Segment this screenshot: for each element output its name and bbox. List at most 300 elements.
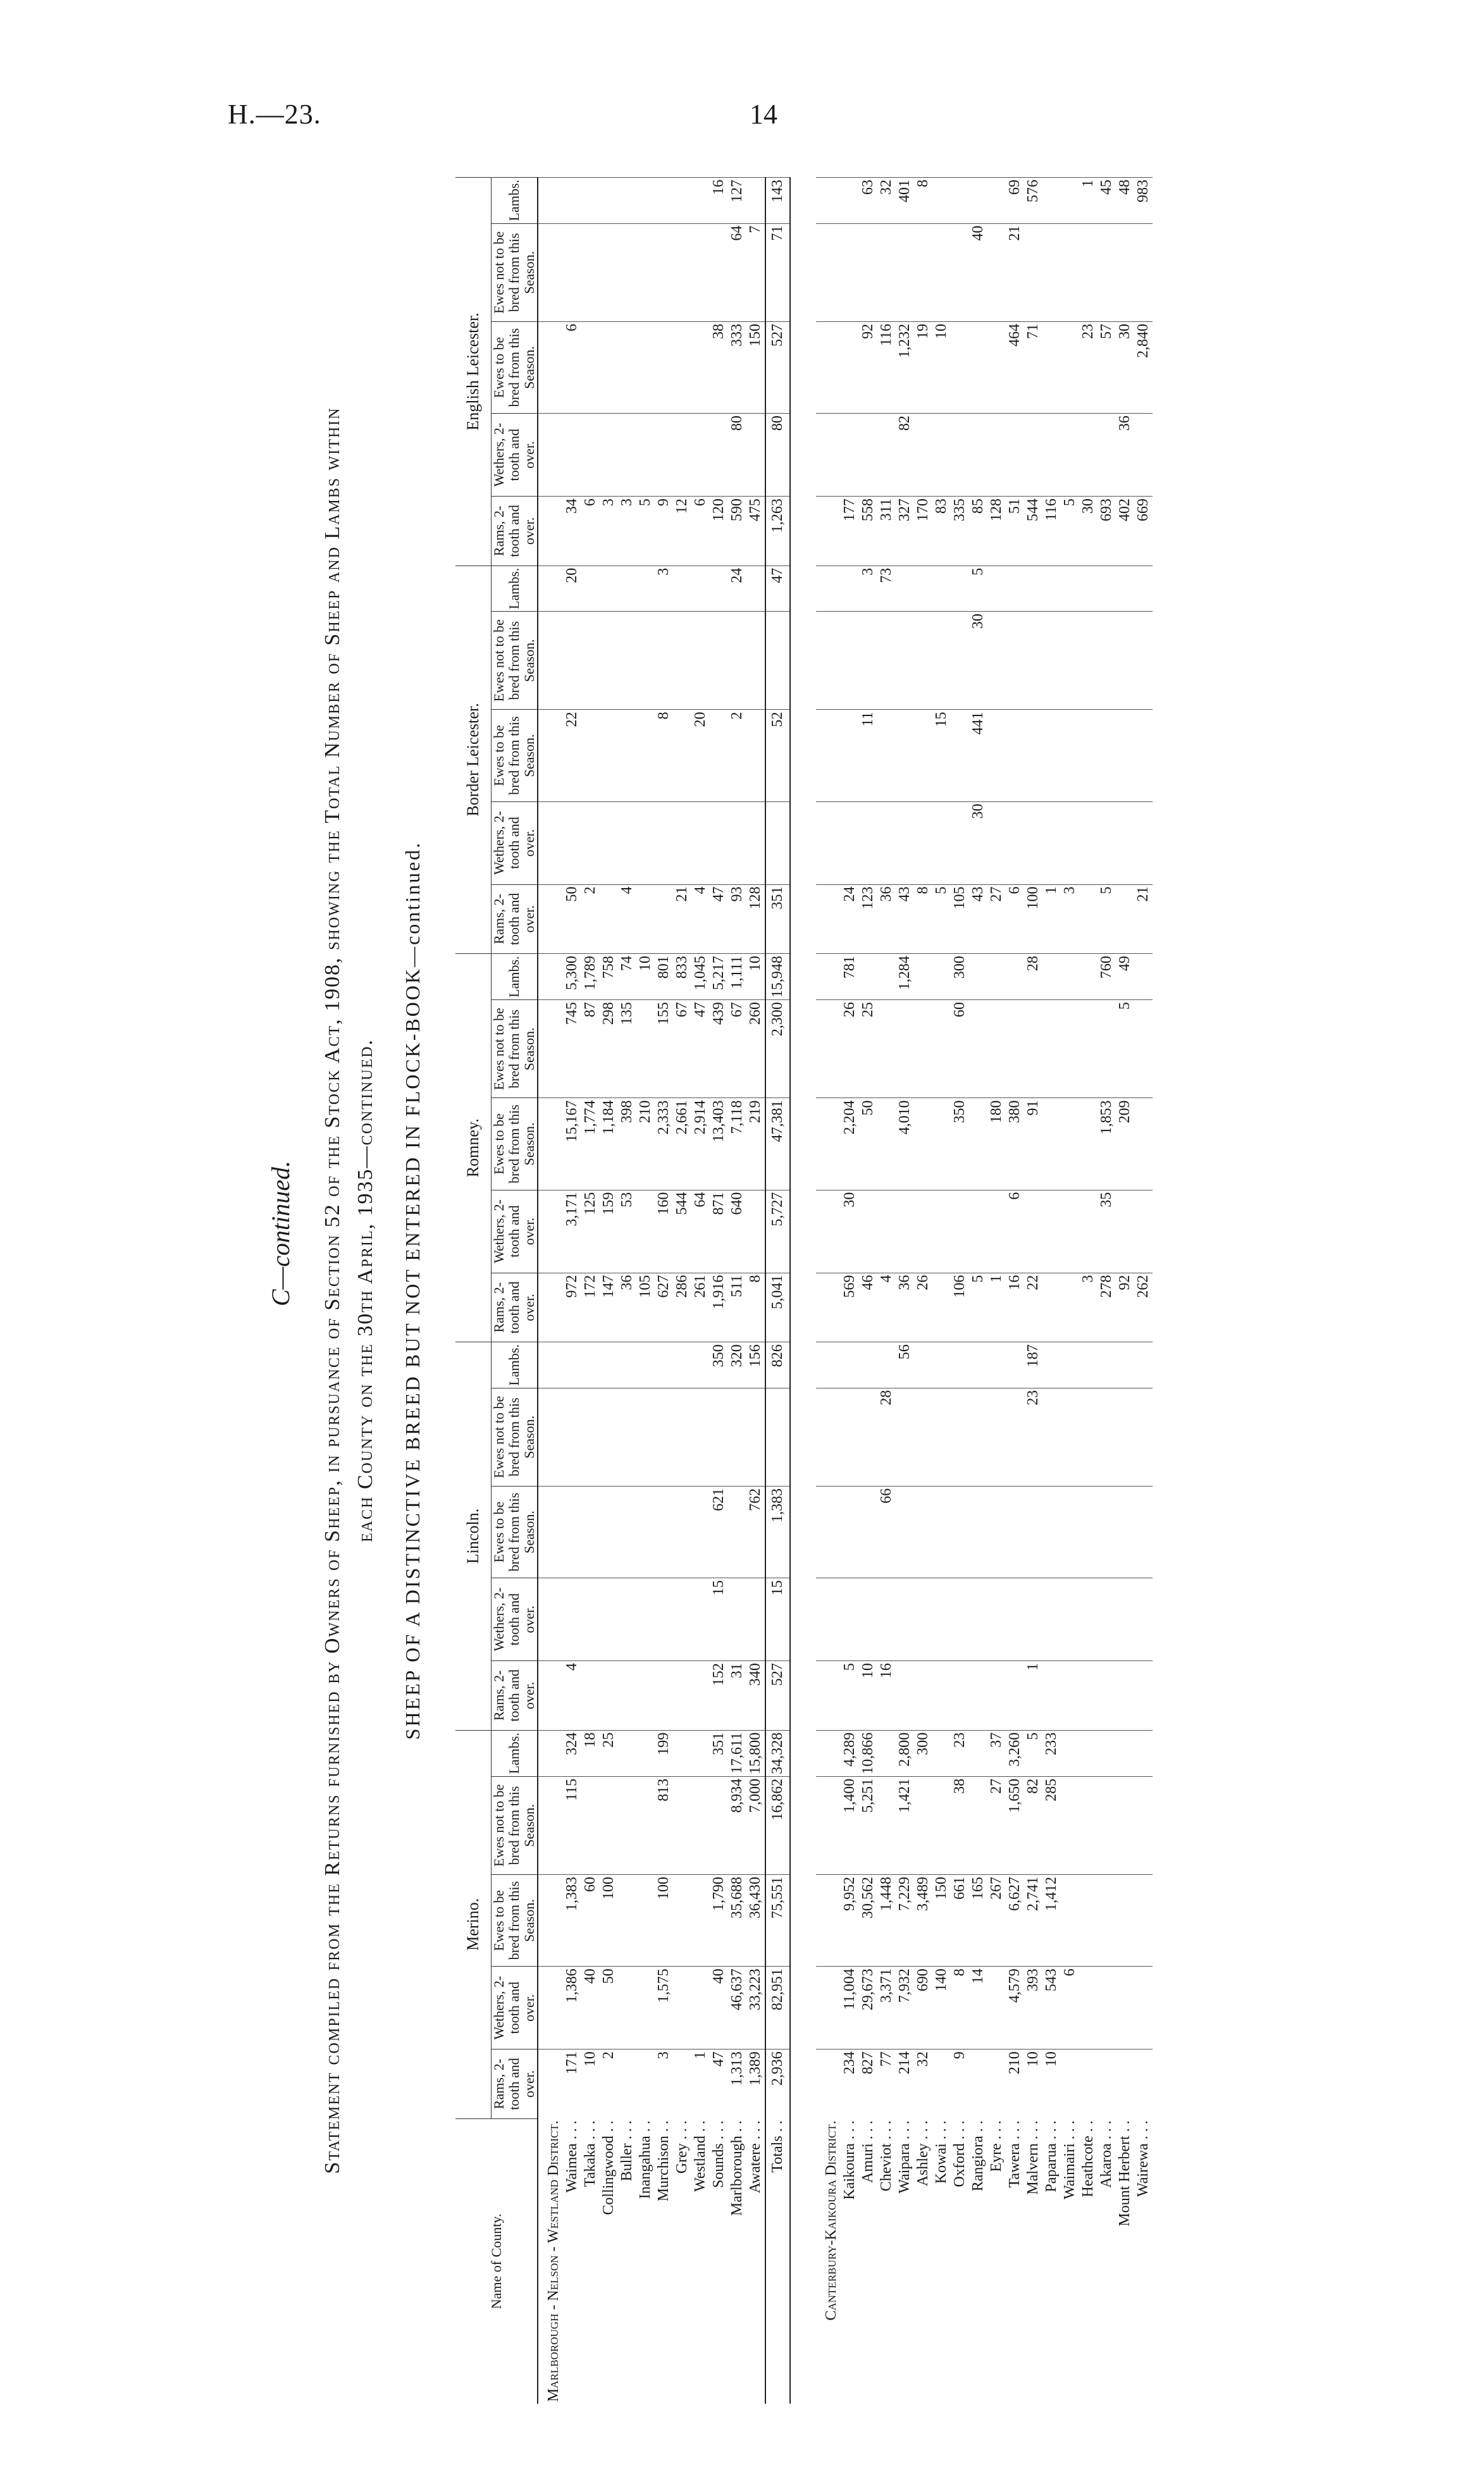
value-cell [932,178,951,224]
value-cell [1134,710,1153,801]
value-cell [1134,1967,1153,2049]
sub-column-header: Ewes to be bred from this Season. [492,321,538,413]
value-cell [951,710,969,801]
value-cell: 71 [1024,321,1042,413]
value-cell [914,612,932,710]
value-cell: 30 [1079,497,1098,566]
value-cell [1098,1967,1116,2049]
value-cell: 7,118 [728,1098,746,1190]
county-name: Amuri . . . [860,2120,876,2183]
county-name: Paparua . . . [1043,2120,1060,2192]
value-cell: 36 [896,1273,914,1342]
value-cell: 47 [765,566,790,611]
value-cell: 260 [746,1000,765,1098]
value-cell [987,954,1006,1000]
value-cell [932,1273,951,1342]
document-reference: H.—23. [228,99,321,130]
value-cell: 983 [1134,178,1153,224]
value-cell [816,414,841,497]
value-cell [728,1486,746,1578]
value-cell: 2,204 [841,1098,859,1190]
value-cell: 4 [563,1661,581,1731]
value-cell: 56 [896,1342,914,1388]
value-cell [841,414,859,497]
value-cell [636,178,655,224]
value-cell: 7,932 [896,1967,914,2049]
value-cell [636,801,655,884]
value-cell [1042,1661,1061,1731]
value-cell [816,1000,841,1098]
value-cell: 351 [710,1730,728,1776]
value-cell [710,1388,728,1486]
value-cell: 813 [655,1776,673,1874]
value-cell [951,178,969,224]
value-cell [1098,2049,1116,2119]
value-cell [1061,566,1079,611]
value-cell: 1,789 [581,954,600,1000]
value-cell: 26 [841,1000,859,1098]
value-cell [969,1342,987,1388]
value-cell [710,414,728,497]
value-cell: 15,800 [746,1730,765,1776]
value-cell: 2 [581,884,600,954]
value-cell [987,612,1006,710]
value-cell [746,178,765,224]
value-cell [618,2049,636,2119]
value-cell [691,178,710,224]
value-cell [841,321,859,413]
value-cell [618,710,636,801]
value-cell: 401 [896,178,914,224]
value-cell: 51 [1006,497,1024,566]
value-cell [600,710,618,801]
value-cell [987,1342,1006,1388]
value-cell [1061,1776,1079,1874]
value-cell: 43 [896,884,914,954]
value-cell [1116,1776,1134,1874]
value-cell: 286 [673,1273,691,1342]
value-cell [538,1388,563,1486]
value-cell [673,178,691,224]
value-cell: 1,650 [1006,1776,1024,1874]
value-cell: 464 [1006,321,1024,413]
value-cell [538,1578,563,1661]
value-cell [581,710,600,801]
county-name: Murchison . . [655,2120,672,2202]
value-cell [877,954,896,1000]
value-cell: 31 [728,1661,746,1731]
value-cell: 30,562 [859,1875,877,1967]
value-cell [710,1776,728,1874]
value-cell [765,612,790,710]
value-cell: 8 [914,178,932,224]
value-cell: 621 [710,1486,728,1578]
value-cell [728,1388,746,1486]
value-cell [581,1661,600,1731]
value-cell [746,801,765,884]
value-cell: 77 [877,2049,896,2119]
value-cell [877,414,896,497]
value-cell: 350 [710,1342,728,1388]
value-cell [1006,414,1024,497]
value-cell: 661 [951,1875,969,1967]
value-cell: 300 [951,954,969,1000]
sub-column-header: Lambs. [492,1342,538,1388]
value-cell [1098,566,1116,611]
value-cell: 155 [655,1000,673,1098]
value-cell: 558 [859,497,877,566]
table-row [1006,178,1024,2404]
value-cell: 801 [655,954,673,1000]
value-cell [1006,1342,1024,1388]
sub-column-header: Wethers, 2-tooth and over. [492,1190,538,1273]
value-cell: 1,790 [710,1875,728,1967]
value-cell [746,414,765,497]
value-cell [600,1661,618,1731]
table-row [969,178,987,2404]
table-row [728,178,746,2404]
value-cell: 6 [581,497,600,566]
value-cell [969,1000,987,1098]
value-cell: 105 [951,884,969,954]
value-cell [618,612,636,710]
value-cell: 40 [710,1967,728,2049]
value-cell: 351 [765,884,790,954]
value-cell [896,612,914,710]
value-cell: 50 [600,1967,618,2049]
value-cell [914,1098,932,1190]
value-cell [1079,1967,1098,2049]
value-cell [600,1342,618,1388]
value-cell [841,178,859,224]
county-name: Buller . . . [619,2120,635,2182]
value-cell [1116,1730,1134,1776]
statement-title-line1: Statement compiled from the Returns furnished by Owners of Sheep, in pursuance of Section 52 of the Stock Act, 1908, showing the Total Number of Sheep and Lambs within [321,407,344,2174]
value-cell [914,710,932,801]
value-cell [932,1342,951,1388]
value-cell: 5 [969,566,987,611]
value-cell [581,801,600,884]
value-cell [816,1190,841,1273]
value-cell [673,321,691,413]
value-cell [816,321,841,413]
value-cell [987,566,1006,611]
value-cell [563,414,581,497]
value-cell [987,223,1006,321]
statement-title-line2: each County on the 30th April, 1935—continued. [354,1039,377,1542]
value-cell [1042,1342,1061,1388]
value-cell [636,1661,655,1731]
value-cell [877,801,896,884]
value-cell: 23 [1024,1388,1042,1486]
value-cell [655,178,673,224]
value-cell [673,801,691,884]
value-cell: 4 [691,884,710,954]
value-cell [618,801,636,884]
value-cell: 80 [765,414,790,497]
value-cell [746,710,765,801]
value-cell [1116,566,1134,611]
sub-column-header: Wethers, 2-tooth and over. [492,1578,538,1661]
value-cell: 38 [951,1776,969,1874]
value-cell: 4,579 [1006,1967,1024,2049]
value-cell: 6 [1006,1190,1024,1273]
value-cell: 300 [914,1730,932,1776]
value-cell: 150 [932,1875,951,1967]
value-cell: 75,551 [765,1875,790,1967]
value-cell [538,1661,563,1731]
value-cell [1079,1342,1098,1388]
value-cell [816,1967,841,2049]
value-cell [655,1578,673,1661]
county-name: Totals . . [765,2118,790,2404]
value-cell [1134,414,1153,497]
table-row [600,178,618,2404]
value-cell: 10 [859,1661,877,1731]
value-cell [581,1342,600,1388]
value-cell: 2 [600,2049,618,2119]
value-cell: 34 [563,497,581,566]
value-cell [816,1098,841,1190]
rotated-sheet [266,177,1455,2404]
county-name: Heathcote . . [1080,2120,1096,2198]
value-cell [877,1776,896,1874]
county-name: Ashley . . . [915,2120,931,2187]
value-cell [1042,1273,1061,1342]
value-cell [563,1388,581,1486]
value-cell [691,1342,710,1388]
value-cell: 9 [951,2049,969,2119]
value-cell [816,1875,841,1967]
value-cell [1042,1486,1061,1578]
table-row [746,178,765,2404]
value-cell [914,1342,932,1388]
value-cell [1061,612,1079,710]
value-cell [1098,414,1116,497]
value-cell [691,1388,710,1486]
value-cell [728,801,746,884]
value-cell [932,801,951,884]
value-cell [1061,954,1079,1000]
value-cell: 335 [951,497,969,566]
value-cell: 544 [673,1190,691,1273]
value-cell [932,566,951,611]
value-cell [1061,1661,1079,1731]
value-cell [987,1190,1006,1273]
value-cell: 210 [1006,2049,1024,2119]
value-cell [710,710,728,801]
value-cell: 10 [1042,2049,1061,2119]
value-cell [618,414,636,497]
value-cell [538,710,563,801]
value-cell: 48 [1116,178,1134,224]
value-cell: 340 [746,1661,765,1731]
value-cell: 24 [841,884,859,954]
value-cell: 475 [746,497,765,566]
value-cell: 11 [859,710,877,801]
value-cell [636,1730,655,1776]
value-cell [1116,1661,1134,1731]
value-cell: 85 [969,497,987,566]
value-cell [1042,414,1061,497]
value-cell [618,1730,636,1776]
value-cell [673,1776,691,1874]
value-cell [1042,801,1061,884]
value-cell: 36 [1116,414,1134,497]
value-cell: 3 [655,566,673,611]
value-cell [1116,884,1134,954]
value-cell [581,612,600,710]
value-cell: 100 [655,1875,673,1967]
value-cell: 7 [746,223,765,321]
value-cell: 5,727 [765,1190,790,1273]
value-cell [746,612,765,710]
value-cell [600,1486,618,1578]
value-cell [987,1486,1006,1578]
value-cell [969,1730,987,1776]
value-cell [1098,1661,1116,1731]
county-name: Mount Herbert . . [1116,2120,1133,2227]
value-cell: 3 [600,497,618,566]
value-cell: 209 [1116,1098,1134,1190]
value-cell: 590 [728,497,746,566]
value-cell [1134,954,1153,1000]
value-cell: 5 [841,1661,859,1731]
county-name: Inangahua . . [637,2120,653,2199]
value-cell [841,1342,859,1388]
value-cell [1116,2049,1134,2119]
value-cell [914,1661,932,1731]
value-cell: 66 [877,1486,896,1578]
value-cell: 5,217 [710,954,728,1000]
value-cell: 3,371 [877,1967,896,2049]
county-name: Marlborough - Nelson - Westland District. [545,2120,562,2402]
value-cell [691,1875,710,1967]
value-cell: 34,328 [765,1730,790,1776]
value-cell [969,1661,987,1731]
county-name: Westland . . [692,2120,708,2192]
value-cell: 26 [914,1273,932,1342]
value-cell [673,1578,691,1661]
value-cell [636,1875,655,1967]
value-cell [581,414,600,497]
sub-column-header: Ewes not to be bred from this Season. [492,1776,538,1874]
value-cell [673,1342,691,1388]
value-cell: 128 [987,497,1006,566]
value-cell [1098,1342,1116,1388]
table-row [1024,178,1042,2404]
value-cell [1006,612,1024,710]
value-cell: 2 [728,710,746,801]
value-cell [896,1000,914,1098]
county-name: Oxford . . . [951,2120,968,2187]
value-cell [987,321,1006,413]
value-cell [600,414,618,497]
value-cell: 171 [563,2049,581,2119]
value-cell: 1 [1079,178,1098,224]
value-cell: 20 [691,710,710,801]
value-cell [1079,884,1098,954]
value-cell: 5 [1098,884,1116,954]
value-cell [816,497,841,566]
value-cell: 6 [691,497,710,566]
sub-column-header: Rams, 2-tooth and over. [492,2049,538,2119]
value-cell [877,223,896,321]
value-cell: 16 [710,178,728,224]
value-cell: 2,840 [1134,321,1153,413]
value-cell [987,2049,1006,2119]
value-cell [914,1388,932,1486]
value-cell [951,1388,969,1486]
value-cell [1024,1578,1042,1661]
value-cell: 150 [746,321,765,413]
value-cell [932,612,951,710]
sub-column-header: Ewes to be bred from this Season. [492,1875,538,1967]
value-cell [951,1578,969,1661]
value-cell [1098,1730,1116,1776]
table-row [951,178,969,2404]
value-cell [816,1342,841,1388]
value-cell [710,223,728,321]
sheep-statistics-table [455,177,1153,2404]
value-cell [618,1776,636,1874]
value-cell [816,178,841,224]
value-cell: 214 [896,2049,914,2119]
value-cell: 827 [859,2049,877,2119]
value-cell [655,884,673,954]
value-cell [1098,1578,1116,1661]
table-row [914,178,932,2404]
county-name: Marlborough . . [729,2120,745,2216]
value-cell [987,178,1006,224]
value-cell [618,1486,636,1578]
value-cell: 576 [1024,178,1042,224]
value-cell: 32 [877,178,896,224]
value-cell [618,1388,636,1486]
value-cell [691,612,710,710]
value-cell [896,710,914,801]
value-cell [538,414,563,497]
value-cell: 398 [618,1098,636,1190]
value-cell: 13,403 [710,1098,728,1190]
value-cell [1079,1388,1098,1486]
value-cell: 527 [765,1661,790,1731]
value-cell [673,223,691,321]
value-cell [932,1190,951,1273]
value-cell [816,710,841,801]
county-name: Grey . . . [674,2120,690,2174]
value-cell [1116,1486,1134,1578]
value-cell [1116,1190,1134,1273]
value-cell: 27 [987,884,1006,954]
value-cell [538,566,563,611]
value-cell [1079,1098,1098,1190]
value-cell [655,1342,673,1388]
value-cell [538,1273,563,1342]
value-cell [859,612,877,710]
value-cell [1061,1000,1079,1098]
sub-column-header: Ewes to be bred from this Season. [492,1486,538,1578]
value-cell: 106 [951,1273,969,1342]
value-cell [816,223,841,321]
value-cell: 1,916 [710,1273,728,1342]
value-cell [1134,1098,1153,1190]
value-cell: 3,260 [1006,1730,1024,1776]
value-cell [1079,801,1098,884]
value-cell: 1,389 [746,2049,765,2119]
value-cell [538,1875,563,1967]
sub-column-header: Wethers, 2-tooth and over. [492,1967,538,2049]
